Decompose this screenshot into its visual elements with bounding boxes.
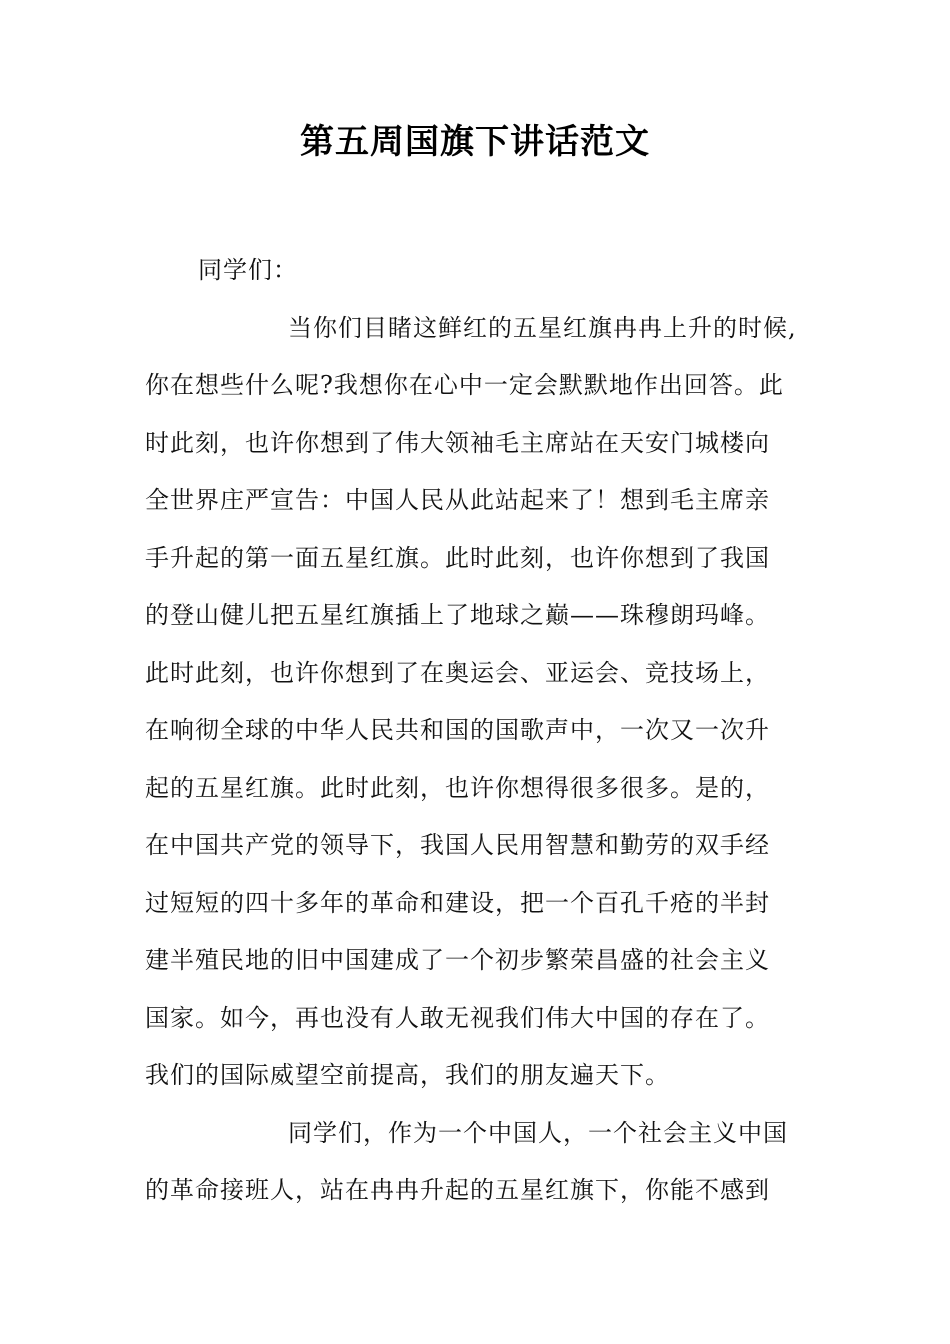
paragraph-line: 过短短的四十多年的革命和建设，把一个百孔千疮的半封 (145, 889, 770, 917)
salutation: 同学们： (198, 256, 298, 284)
paragraph-line: 的革命接班人，站在冉冉升起的五星红旗下，你能不感到 (145, 1176, 770, 1204)
paragraph-line: 手升起的第一面五星红旗。此时此刻，也许你想到了我国 (145, 544, 770, 572)
paragraph-line: 我们的国际威望空前提高，我们的朋友遍天下。 (145, 1061, 670, 1089)
paragraph-line: 当你们目睹这鲜红的五星红旗冉冉上升的时候, (288, 314, 797, 342)
paragraph-line: 国家。如今，再也没有人敢无视我们伟大中国的存在了。 (145, 1004, 770, 1032)
paragraph-line: 此时此刻，也许你想到了在奥运会、亚运会、竞技场上， (145, 659, 770, 687)
document-title: 第五周国旗下讲话范文 (300, 122, 650, 162)
paragraph-line: 同学们，作为一个中国人，一个社会主义中国 (288, 1119, 788, 1147)
paragraph-line: 全世界庄严宣告：中国人民从此站起来了！想到毛主席亲 (145, 486, 770, 514)
paragraph-line: 在响彻全球的中华人民共和国的国歌声中，一次又一次升 (145, 716, 770, 744)
paragraph-line: 在中国共产党的领导下，我国人民用智慧和勤劳的双手经 (145, 831, 770, 859)
paragraph-line: 时此刻，也许你想到了伟大领袖毛主席站在天安门城楼向 (145, 429, 770, 457)
paragraph-line: 起的五星红旗。此时此刻，也许你想得很多很多。是的， (145, 774, 770, 802)
paragraph-line: 建半殖民地的旧中国建成了一个初步繁荣昌盛的社会主义 (145, 946, 770, 974)
paragraph-line: 的登山健儿把五星红旗插上了地球之巅——珠穆朗玛峰。 (145, 601, 770, 629)
paragraph-line: 你在想些什么呢?我想你在心中一定会默默地作出回答。此 (145, 371, 784, 399)
